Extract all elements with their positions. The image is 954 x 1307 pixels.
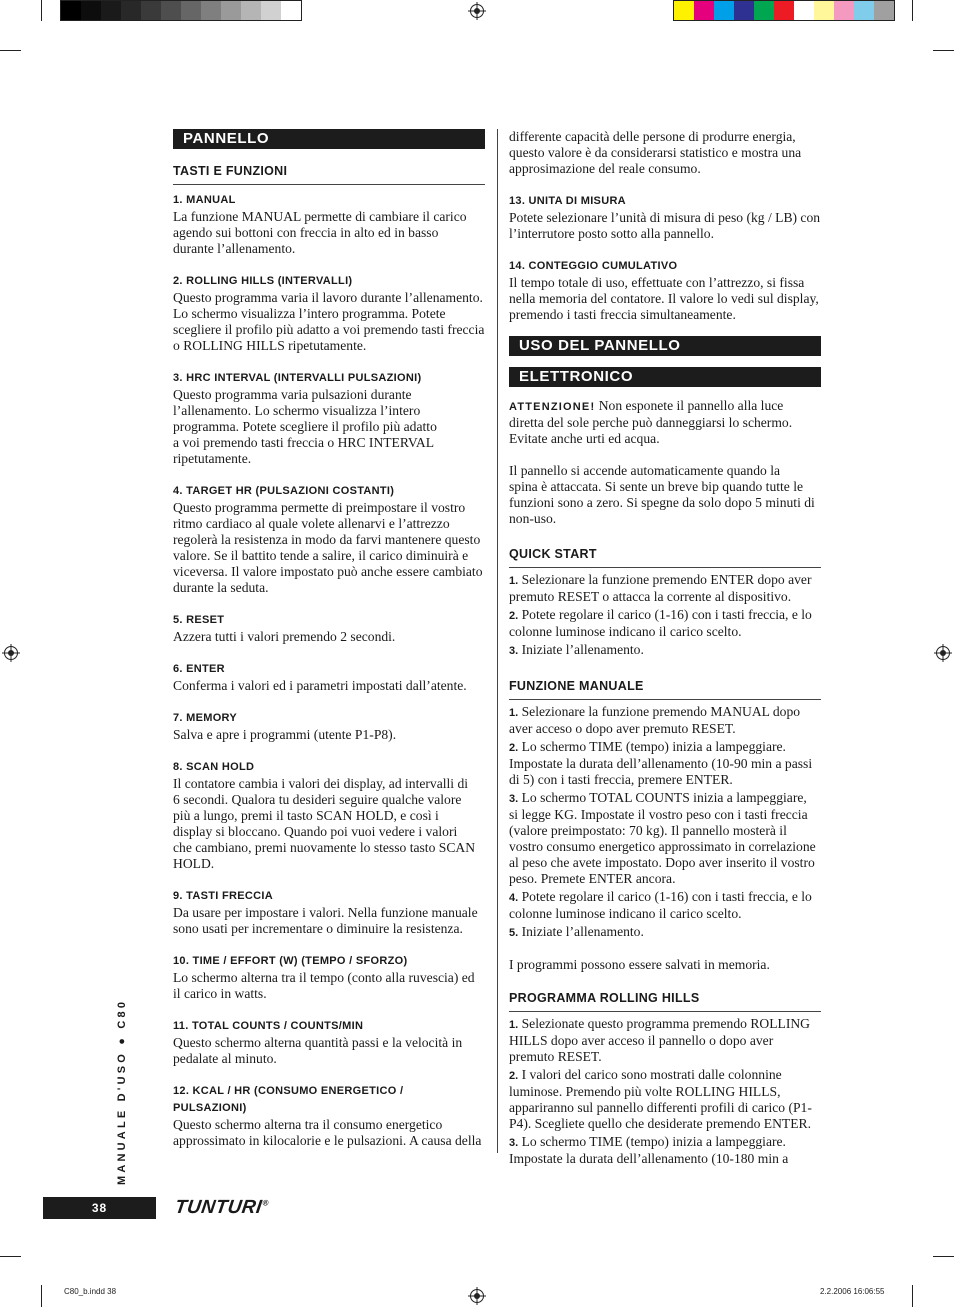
registration-mark-top xyxy=(470,4,484,18)
step-item xyxy=(509,790,821,887)
text-line: Non esponete il pannello alla luce xyxy=(598,398,784,413)
function-description xyxy=(173,290,485,354)
step-number: 3. xyxy=(509,793,519,805)
text-line: Questo programma varia pulsazioni durante xyxy=(173,387,412,402)
text-line: Lo schermo visualizza l’intero programma. Potete xyxy=(173,306,446,321)
step-item xyxy=(509,642,821,659)
function-title: PULSAZIONI) xyxy=(173,1102,247,1114)
text-line: Conferma i valori ed i parametri impostati dall’atente. xyxy=(173,678,467,693)
crop-mark xyxy=(912,1285,913,1307)
step-item xyxy=(509,739,821,788)
function-title: 11. TOTAL COUNTS / COUNTS/MIN xyxy=(173,1020,364,1032)
warning-paragraph xyxy=(509,398,821,447)
text-line: P4). Scegliete quello che desiderate premendo ENTER. xyxy=(509,1116,811,1131)
text-line: più a lungo, premi il tasto SCAN HOLD, e così i xyxy=(173,808,439,823)
text-line: Potete regolare il carico (1-16) con i tasti freccia, e lo xyxy=(521,607,812,622)
text-line: approssimato in kilocalorie e le pulsazioni. A causa della xyxy=(173,1133,482,1148)
manual-side-label: MANUALE D'USO ● C80 xyxy=(116,998,128,1185)
color-swatch xyxy=(694,1,714,20)
text-line: Da usare per impostare i valori. Nella funzione manuale xyxy=(173,905,478,920)
color-swatch xyxy=(854,1,874,20)
text-line: aver acceso o dopo aver premuto RESET. xyxy=(509,721,736,736)
slug-file-info: C80_b.indd 38 xyxy=(64,1287,117,1296)
color-swatch xyxy=(834,1,854,20)
function-item xyxy=(173,710,485,743)
text-line: Il contatore cambia i valori dei display, ad intervalli di xyxy=(173,776,469,791)
text-line: scegliere il profilo più adatto a voi premendo tasti freccia xyxy=(173,322,485,337)
function-item xyxy=(173,192,485,257)
function-title: 1. MANUAL xyxy=(173,194,236,206)
function-description xyxy=(173,209,485,257)
text-line: I valori del carico sono mostrati dalle colonnine xyxy=(521,1067,782,1082)
function-item xyxy=(173,953,485,1002)
text-line: Evitate anche urti ed acqua. xyxy=(509,431,660,446)
function-title: 9. TASTI FRECCIA xyxy=(173,890,273,902)
color-swatch xyxy=(221,1,241,20)
text-line: premendo i tasti freccia simultaneamente. xyxy=(509,307,736,322)
subheading-funzione-manuale: FUNZIONE MANUALE xyxy=(509,679,821,700)
text-line: appariranno sul pannello differenti profili di carico (P1- xyxy=(509,1100,812,1115)
crop-mark xyxy=(41,0,42,21)
color-swatch xyxy=(101,1,121,20)
color-swatch xyxy=(814,1,834,20)
text-line: Il pannello si accende automaticamente quando la xyxy=(509,463,781,478)
text-line: Impostate la durata dell’allenamento (10-90 min a passi xyxy=(509,756,813,771)
manual-steps xyxy=(509,704,821,941)
color-swatch xyxy=(714,1,734,20)
text-line: colonne luminose indicano il carico scelto. xyxy=(509,624,742,639)
color-swatch xyxy=(241,1,261,20)
color-swatch xyxy=(81,1,101,20)
text-line: a voi premendo tasti freccia o HRC INTERVAL xyxy=(173,435,435,450)
function-description xyxy=(173,905,485,937)
function-title: 2. ROLLING HILLS (INTERVALLI) xyxy=(173,275,353,287)
step-item xyxy=(509,704,821,737)
text-line: Lo schermo alterna tra il tempo (conto alla ruvescia) ed xyxy=(173,970,475,985)
text-line: Potete selezionare l’unità di misura di peso (kg / LB) con xyxy=(509,210,821,225)
text-line: Questo schermo alterna tra il consumo energetico xyxy=(173,1117,443,1132)
text-line: l’interrutore posto sotto alla pannello. xyxy=(509,226,714,241)
crop-mark xyxy=(0,1256,21,1257)
text-line: Iniziate l’allenamento. xyxy=(521,924,644,939)
function-title: 5. RESET xyxy=(173,614,225,626)
text-line: che cambiano, premi nuovamente lo stesso tasto SCAN xyxy=(173,840,476,855)
color-swatch xyxy=(141,1,161,20)
text-line: Questo programma varia il lavoro durante l’allenamento. xyxy=(173,290,483,305)
function-item xyxy=(173,612,485,645)
text-line: questo valore è da considerarsi statistico e mostra una xyxy=(509,145,802,160)
section-header-pannello: PANNELLO xyxy=(173,129,485,149)
function-item xyxy=(509,193,821,242)
color-swatch xyxy=(121,1,141,20)
function-title: 13. UNITA DI MISURA xyxy=(509,195,626,207)
color-swatch xyxy=(734,1,754,20)
step-number: 1. xyxy=(509,1019,519,1031)
function-title: 8. SCAN HOLD xyxy=(173,761,255,773)
text-line: l’allenamento. Lo schermo visualizza l’intero xyxy=(173,403,421,418)
manual-note: I programmi possono essere salvati in memoria. xyxy=(509,957,770,972)
text-line: spina è attaccata. Si sente un breve bip quando tutte le xyxy=(509,479,804,494)
text-line: diretta del sole perche può danneggiarsi lo schermo. xyxy=(509,415,793,430)
function-description xyxy=(173,678,485,694)
text-line: Potete regolare il carico (1-16) con i tasti freccia, e lo xyxy=(521,889,812,904)
text-line: durante l’allenamento. xyxy=(173,241,296,256)
text-line: Questo schermo alterna quantità passi e la velocità in xyxy=(173,1035,463,1050)
text-line: programma. Potete scegliere il profilo più adatto xyxy=(173,419,437,434)
text-line: si legge KG. Impostate il vostro peso con i tasti freccia xyxy=(509,807,808,822)
step-item xyxy=(509,572,821,605)
function-list xyxy=(173,192,485,1149)
function-title: 7. MEMORY xyxy=(173,712,238,724)
left-column xyxy=(173,129,485,1149)
function-item xyxy=(173,483,485,596)
step-item xyxy=(509,1067,821,1132)
text-line: HOLD. xyxy=(173,856,215,871)
power-paragraph xyxy=(509,463,821,527)
column-divider xyxy=(497,129,498,1153)
function-item xyxy=(173,1083,485,1149)
function-description xyxy=(173,387,485,467)
text-line: non-uso. xyxy=(509,511,557,526)
subheading-quick-start: QUICK START xyxy=(509,547,821,568)
step-item xyxy=(509,889,821,922)
text-line: approsimazione del reale consumo. xyxy=(509,161,701,176)
text-line: HILLS dopo aver acceso il pannello o dopo aver xyxy=(509,1033,774,1048)
color-bar-process xyxy=(673,0,895,21)
text-line: Lo schermo TIME (tempo) inizia a lampeggiare. xyxy=(521,1134,786,1149)
function-item xyxy=(173,888,485,937)
text-line: ritmo cardiaco al quale volete allenarvi e l’attrezzo xyxy=(173,516,450,531)
text-line: La funzione MANUAL permette di cambiare il carico xyxy=(173,209,467,224)
step-number: 5. xyxy=(509,927,519,939)
rolling-hills-steps xyxy=(509,1016,821,1167)
function-title: 3. HRC INTERVAL (INTERVALLI PULSAZIONI) xyxy=(173,372,422,384)
text-line: Il tempo totale di uso, effettuate con l’attrezzo, si fissa xyxy=(509,275,805,290)
step-number: 4. xyxy=(509,892,519,904)
function-item xyxy=(173,661,485,694)
function-description xyxy=(173,776,485,872)
function-description xyxy=(173,970,485,1002)
color-swatch xyxy=(754,1,774,20)
function-title: 6. ENTER xyxy=(173,663,225,675)
text-line: Selezionare la funzione premendo MANUAL dopo xyxy=(521,704,801,719)
function-item xyxy=(509,258,821,323)
step-number: 2. xyxy=(509,742,519,754)
text-line: premuto RESET o attacca la corrente al dispositivo. xyxy=(509,589,792,604)
color-swatch xyxy=(674,1,694,20)
function-item xyxy=(173,273,485,354)
registration-mark-left xyxy=(4,646,18,660)
function-description xyxy=(509,275,821,323)
crop-mark xyxy=(912,0,913,21)
step-number: 1. xyxy=(509,575,519,587)
section-header-elettronico: ELETTRONICO xyxy=(509,367,821,387)
color-swatch xyxy=(201,1,221,20)
text-line: Selezionate questo programma premendo ROLLING xyxy=(521,1016,810,1031)
registration-mark-bottom xyxy=(470,1289,484,1303)
text-line: di 5) con i tasti freccia, premere ENTER. xyxy=(509,772,733,787)
text-line: pedalate al minuto. xyxy=(173,1051,277,1066)
text-line: vostro consumo energetico approssimato in correlazione xyxy=(509,839,816,854)
text-line: funzioni sono a zero. Si spegne da solo dopo 5 minuti di xyxy=(509,495,815,510)
step-number: 1. xyxy=(509,707,519,719)
color-swatch xyxy=(794,1,814,20)
right-column xyxy=(509,129,821,1167)
text-line: regolerà la resistenza in modo da farvi mantenere questo xyxy=(173,532,481,547)
text-line: sono usati per incrementare o diminuire la resistenza. xyxy=(173,921,463,936)
step-number: 3. xyxy=(509,645,519,657)
color-swatch xyxy=(774,1,794,20)
intro-paragraph xyxy=(509,129,821,177)
text-line: il carico in watts. xyxy=(173,986,267,1001)
step-number: 3. xyxy=(509,1137,519,1149)
warning-label: ATTENZIONE! xyxy=(509,401,596,413)
subheading-rolling-hills: PROGRAMMA ROLLING HILLS xyxy=(509,991,821,1012)
text-line: agendo sui bottoni con freccia in alto ed in basso xyxy=(173,225,439,240)
text-line: ripetutamente. xyxy=(173,451,252,466)
color-swatch xyxy=(61,1,81,20)
text-line: differente capacità delle persone di produrre energia, xyxy=(509,129,796,144)
step-item xyxy=(509,607,821,640)
section-header-uso-pannello: USO DEL PANNELLO xyxy=(509,336,821,356)
step-item xyxy=(509,1134,821,1167)
step-item xyxy=(509,1016,821,1065)
step-number: 2. xyxy=(509,610,519,622)
text-line: 6 secondi. Qualora tu desideri seguire qualche valore xyxy=(173,792,462,807)
function-description xyxy=(173,1035,485,1067)
color-swatch xyxy=(874,1,894,20)
function-item xyxy=(173,370,485,467)
text-line: nella memoria del contatore. Il valore lo vedi sul display, xyxy=(509,291,819,306)
page-number: 38 xyxy=(43,1197,156,1219)
function-description xyxy=(173,1117,485,1149)
color-swatch xyxy=(281,1,301,20)
step-item xyxy=(509,924,821,941)
text-line: o ROLLING HILLS ripetutamente. xyxy=(173,338,367,353)
text-line: al peso che avete impostato. Dopo aver inserito il vostro xyxy=(509,855,815,870)
color-swatch xyxy=(181,1,201,20)
subheading-tasti-funzioni: TASTI E FUNZIONI xyxy=(173,164,485,185)
text-line: valore. Se il battito tende a salire, il carico diminuirà e xyxy=(173,548,469,563)
function-item xyxy=(173,1018,485,1067)
function-title: 4. TARGET HR (PULSAZIONI COSTANTI) xyxy=(173,485,395,497)
crop-mark xyxy=(0,50,21,51)
function-title: 14. CONTEGGIO CUMULATIVO xyxy=(509,260,678,272)
text-line: premuto RESET. xyxy=(509,1049,602,1064)
function-title: 10. TIME / EFFORT (W) (TEMPO / SFORZO) xyxy=(173,955,408,967)
text-line: display si bloccano. Quando poi vuoi vedere i valori xyxy=(173,824,458,839)
function-title: 12. KCAL / HR (CONSUMO ENERGETICO / xyxy=(173,1085,404,1097)
crop-mark xyxy=(933,1256,954,1257)
text-line: Lo schermo TIME (tempo) inizia a lampeggiare. xyxy=(521,739,786,754)
function-description xyxy=(173,629,485,645)
slug-timestamp: 2.2.2006 16:06:55 xyxy=(820,1287,885,1296)
step-number: 2. xyxy=(509,1070,519,1082)
text-line: Azzera tutti i valori premendo 2 secondi. xyxy=(173,629,396,644)
text-line: Lo schermo TOTAL COUNTS inizia a lampeggiare, xyxy=(521,790,807,805)
text-line: luminose. Premendo più volte ROLLING HILLS, xyxy=(509,1084,781,1099)
registration-mark-right xyxy=(936,646,950,660)
crop-mark xyxy=(933,50,954,51)
text-line: Impostate la durata dell’allenamento (10-180 min a xyxy=(509,1151,789,1166)
text-line: durante la seduta. xyxy=(173,580,269,595)
text-line: colonne luminose indicano il carico scelto. xyxy=(509,906,742,921)
crop-mark xyxy=(41,1285,42,1307)
color-bar-grayscale xyxy=(60,0,302,21)
text-line: (valore preimpostato: 70 kg). Il pannello mosterà il xyxy=(509,823,787,838)
function-description xyxy=(173,500,485,596)
text-line: peso. Premete ENTER ancora. xyxy=(509,871,676,886)
function-list-continued xyxy=(509,193,821,323)
text-line: viceversa. Il valore impostato può anche essere cambiato xyxy=(173,564,483,579)
function-description xyxy=(173,727,485,743)
function-description xyxy=(509,210,821,242)
color-swatch xyxy=(161,1,181,20)
tunturi-logo: TUNTURI® xyxy=(173,1197,270,1218)
color-swatch xyxy=(261,1,281,20)
text-line: Salva e apre i programmi (utente P1-P8). xyxy=(173,727,397,742)
text-line: Iniziate l’allenamento. xyxy=(521,642,644,657)
function-item xyxy=(173,759,485,872)
quick-start-steps xyxy=(509,572,821,659)
text-line: Questo programma permette di preimpostare il vostro xyxy=(173,500,466,515)
text-line: Selezionare la funzione premendo ENTER dopo aver xyxy=(521,572,812,587)
